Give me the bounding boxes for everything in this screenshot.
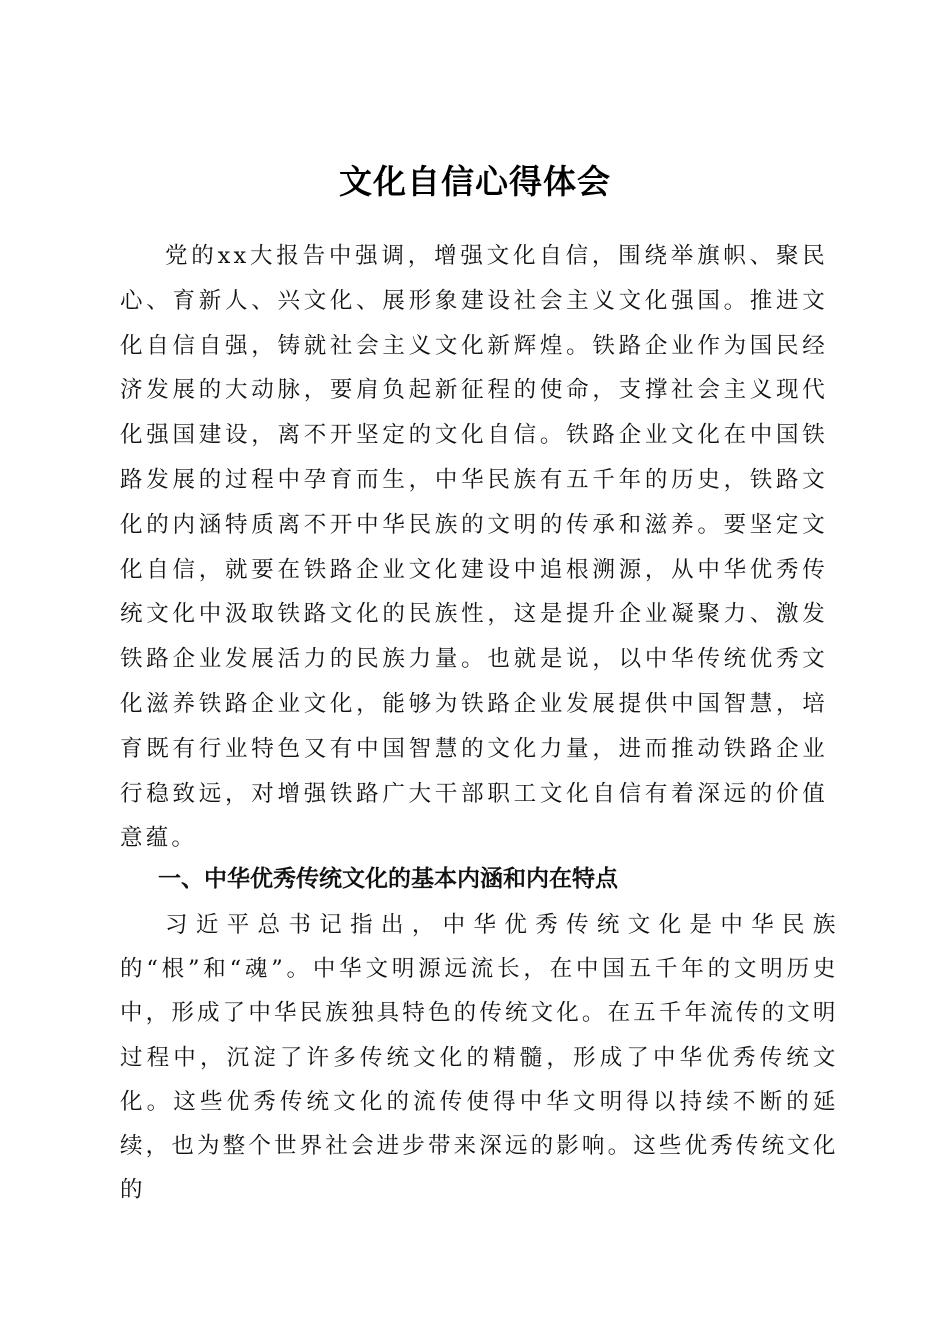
section-1-paragraph: 习近平总书记指出，中华优秀传统文化是中华民族的“根”和“魂”。中华文明源远流长，在中国五千年的文明历史中，形成了中华民族独具特色的传统文化。在五千年流传的文明过程中，沉淀了许多传统文化的精髓，形成了中华优秀传统文化。这些优秀传统文化的流传使得中华文明得以持续不断的延续，也为整个世界社会进步带来深远的影响。这些优秀传统文化的 [120, 912, 838, 1204]
document-title: 文化自信心得体会 [339, 162, 611, 202]
section-heading-1: 一、中华优秀传统文化的基本内涵和内在特点 [158, 866, 618, 892]
intro-paragraph: 党的xx大报告中强调，增强文化自信，围绕举旗帜、聚民心、育新人、兴文化、展形象建设社会主义文化强国。推进文化自信自强，铸就社会主义文化新辉煌。铁路企业作为国民经济发展的大动脉，要肩负起新征程的使命，支撑社会主义现代化强国建设，离不开坚定的文化自信。铁路企业文化在中国铁路发展的过程中孕育而生，中华民族有五千年的历史，铁路文化的内涵特质离不开中华民族的文明的传承和滋养。要坚定文化自信，就要在铁路企业文化建设中追根溯源，从中华优秀传统文化中汲取铁路文化的民族性，这是提升企业凝聚力、激发铁路企业发展活力的民族力量。也就是说，以中华传统优秀文化滋养铁路企业文化，能够为铁路企业发展提供中国智慧，培育既有行业特色又有中国智慧的文化力量，进而推动铁路企业行稳致远，对增强铁路广大干部职工文化自信有着深远的价值意蕴。 [120, 243, 828, 852]
